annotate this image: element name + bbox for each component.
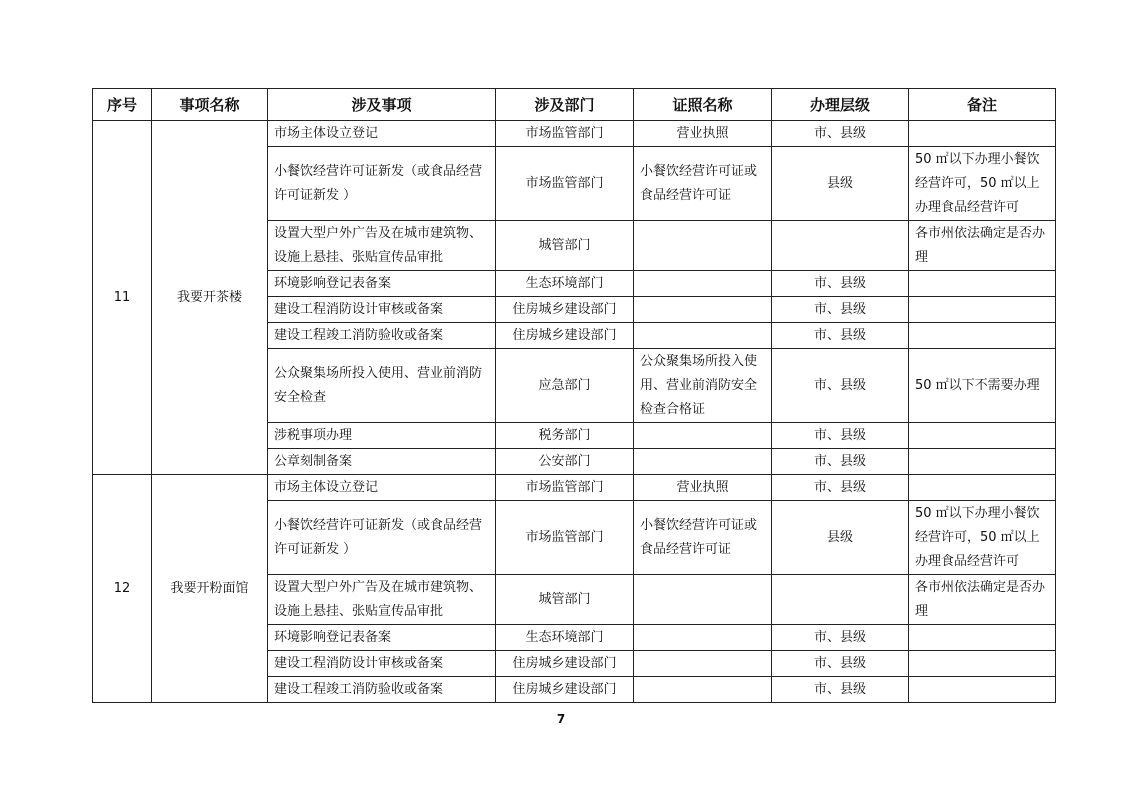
cell-license: 小餐饮经营许可证或食品经营许可证	[634, 147, 772, 221]
cell-license: 营业执照	[634, 475, 772, 501]
cell-license: 小餐饮经营许可证或食品经营许可证	[634, 501, 772, 575]
cell-department: 市场监管部门	[496, 147, 634, 221]
cell-department: 城管部门	[496, 575, 634, 625]
cell-department: 公安部门	[496, 449, 634, 475]
cell-note: 50 ㎡以下办理小餐饮经营许可，50 ㎡以上办理食品经营许可	[909, 147, 1056, 221]
cell-note	[909, 449, 1056, 475]
cell-license: 公众聚集场所投入使用、营业前消防安全检查合格证	[634, 349, 772, 423]
cell-department: 市场监管部门	[496, 475, 634, 501]
cell-involved-item: 公章刻制备案	[268, 449, 496, 475]
cell-license	[634, 423, 772, 449]
header-involved-item: 涉及事项	[268, 89, 496, 121]
cell-note	[909, 625, 1056, 651]
cell-level: 市、县级	[772, 121, 909, 147]
cell-note	[909, 271, 1056, 297]
group-number: 12	[93, 475, 152, 703]
cell-level: 市、县级	[772, 349, 909, 423]
cell-note	[909, 423, 1056, 449]
cell-involved-item: 公众聚集场所投入使用、营业前消防安全检查	[268, 349, 496, 423]
cell-license	[634, 221, 772, 271]
cell-involved-item: 市场主体设立登记	[268, 475, 496, 501]
cell-involved-item: 建设工程消防设计审核或备案	[268, 297, 496, 323]
group-number: 11	[93, 121, 152, 475]
header-license: 证照名称	[634, 89, 772, 121]
cell-involved-item: 市场主体设立登记	[268, 121, 496, 147]
cell-note	[909, 121, 1056, 147]
header-department: 涉及部门	[496, 89, 634, 121]
cell-department: 住房城乡建设部门	[496, 323, 634, 349]
cell-department: 市场监管部门	[496, 501, 634, 575]
header-note: 备注	[909, 89, 1056, 121]
cell-involved-item: 建设工程消防设计审核或备案	[268, 651, 496, 677]
cell-level	[772, 221, 909, 271]
cell-involved-item: 涉税事项办理	[268, 423, 496, 449]
cell-involved-item: 建设工程竣工消防验收或备案	[268, 677, 496, 703]
cell-license	[634, 271, 772, 297]
group-name: 我要开茶楼	[152, 121, 268, 475]
cell-license	[634, 323, 772, 349]
cell-involved-item: 小餐饮经营许可证新发（或食品经营许可证新发 ）	[268, 147, 496, 221]
cell-note	[909, 297, 1056, 323]
group-name: 我要开粉面馆	[152, 475, 268, 703]
cell-department: 生态环境部门	[496, 625, 634, 651]
cell-note: 50 ㎡以下办理小餐饮经营许可，50 ㎡以上办理食品经营许可	[909, 501, 1056, 575]
cell-level: 市、县级	[772, 423, 909, 449]
cell-involved-item: 设置大型户外广告及在城市建筑物、设施上悬挂、张贴宣传品审批	[268, 221, 496, 271]
cell-involved-item: 建设工程竣工消防验收或备案	[268, 323, 496, 349]
cell-level: 市、县级	[772, 677, 909, 703]
header-level: 办理层级	[772, 89, 909, 121]
cell-level: 市、县级	[772, 475, 909, 501]
cell-note	[909, 651, 1056, 677]
cell-department: 税务部门	[496, 423, 634, 449]
cell-department: 市场监管部门	[496, 121, 634, 147]
cell-level: 市、县级	[772, 449, 909, 475]
cell-level: 市、县级	[772, 323, 909, 349]
cell-level: 市、县级	[772, 271, 909, 297]
cell-involved-item: 设置大型户外广告及在城市建筑物、设施上悬挂、张贴宣传品审批	[268, 575, 496, 625]
cell-license	[634, 625, 772, 651]
header-row	[93, 89, 1056, 121]
cell-level	[772, 575, 909, 625]
cell-note: 各市州依法确定是否办理	[909, 575, 1056, 625]
cell-license	[634, 651, 772, 677]
cell-note: 各市州依法确定是否办理	[909, 221, 1056, 271]
table-row	[93, 475, 1056, 501]
cell-note	[909, 677, 1056, 703]
cell-involved-item: 小餐饮经营许可证新发（或食品经营许可证新发 ）	[268, 501, 496, 575]
cell-department: 住房城乡建设部门	[496, 651, 634, 677]
cell-license	[634, 297, 772, 323]
cell-license	[634, 575, 772, 625]
cell-level: 县级	[772, 501, 909, 575]
cell-department: 住房城乡建设部门	[496, 677, 634, 703]
cell-involved-item: 环境影响登记表备案	[268, 625, 496, 651]
service-table	[92, 88, 1056, 703]
cell-level: 市、县级	[772, 651, 909, 677]
cell-department: 住房城乡建设部门	[496, 297, 634, 323]
cell-license: 营业执照	[634, 121, 772, 147]
header-no: 序号	[93, 89, 152, 121]
cell-license	[634, 677, 772, 703]
cell-department: 生态环境部门	[496, 271, 634, 297]
cell-level: 市、县级	[772, 297, 909, 323]
cell-level: 县级	[772, 147, 909, 221]
cell-department: 城管部门	[496, 221, 634, 271]
cell-department: 应急部门	[496, 349, 634, 423]
cell-note: 50 ㎡以下不需要办理	[909, 349, 1056, 423]
cell-note	[909, 475, 1056, 501]
cell-note	[909, 323, 1056, 349]
page-number: 7	[556, 712, 566, 726]
cell-license	[634, 449, 772, 475]
table-row	[93, 121, 1056, 147]
header-item-name: 事项名称	[152, 89, 268, 121]
cell-level: 市、县级	[772, 625, 909, 651]
cell-involved-item: 环境影响登记表备案	[268, 271, 496, 297]
